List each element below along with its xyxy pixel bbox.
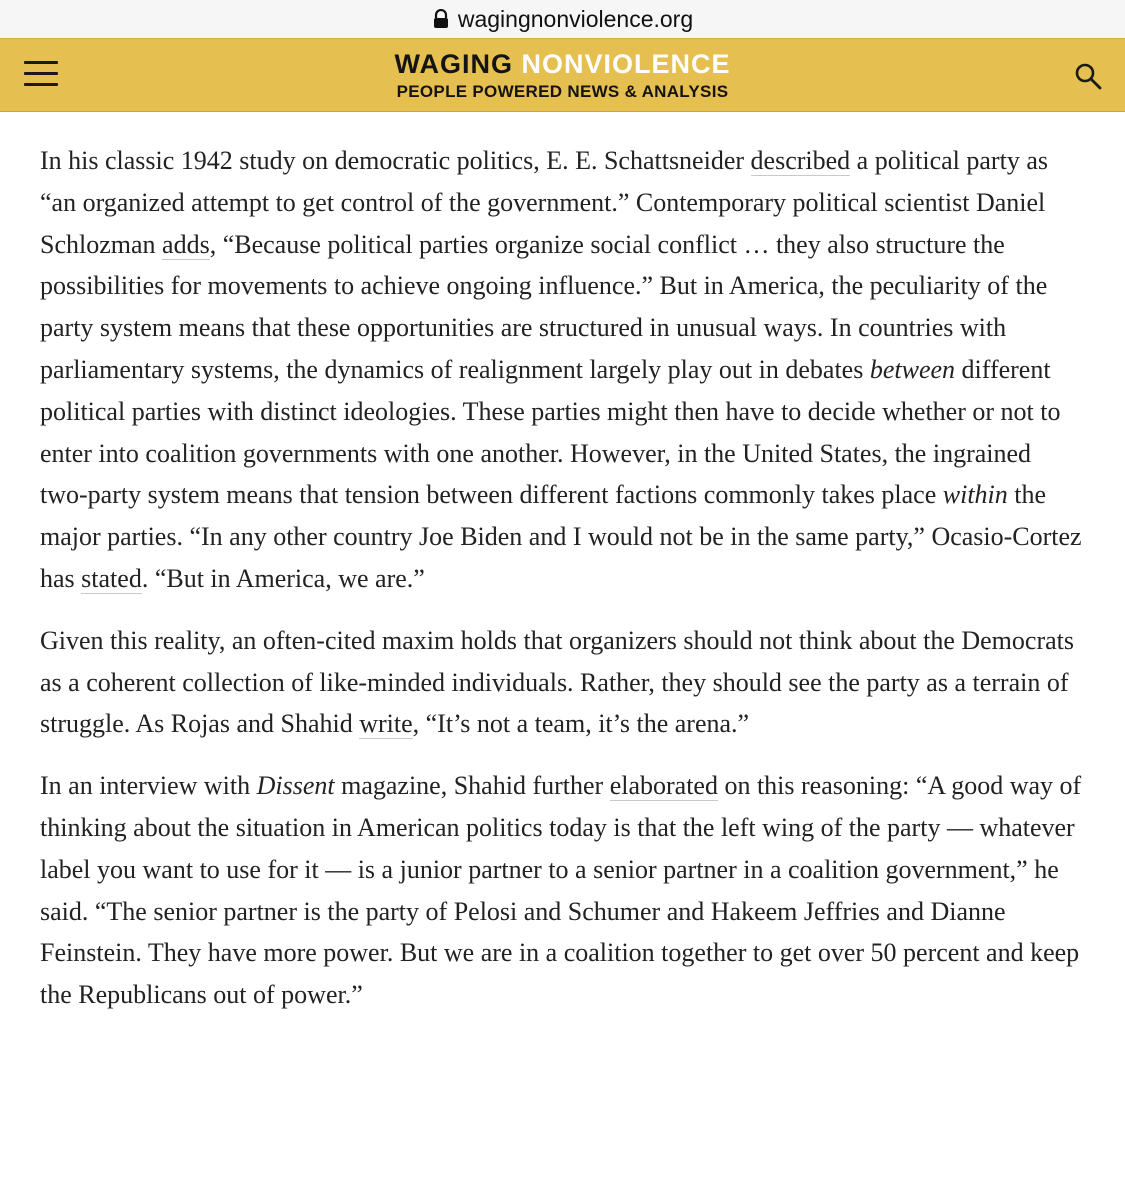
link-stated[interactable]: stated: [81, 563, 142, 593]
site-name: [394, 48, 731, 79]
link-write[interactable]: write: [359, 709, 413, 739]
paragraph-1: In his classic 1942 study on democratic politics, E. E. Schattsneider described a political party as “an organized attempt to get control of the government.” Contemporary political scientist Daniel Schlozman adds, “Because political parties organize social conflict … they also structure the possibilities for movements to achieve ongoing influence.” But in America, the peculiarity of the party system means that these opportunities are structured in unusual ways. In countries with parliamentary systems, the dynamics of realignment largely play out in debates between different political parties with distinct ideologies. These parties might then have to decide whether or not to enter into coalition governments with one another. However, in the United States, the ingrained two-party system means that tension between different factions commonly takes place within the major parties. “In any other country Joe Biden and I would not be in the same party,” Ocasio-Cortez has stated. “But in America, we are.”: [40, 146, 1082, 593]
search-icon[interactable]: [1073, 61, 1103, 91]
site-name-part2: NONVIOLENCE: [521, 48, 731, 79]
site-logo[interactable]: [394, 48, 731, 101]
link-described[interactable]: described: [750, 146, 851, 175]
lock-icon: [432, 9, 450, 29]
site-name-part1: WAGING: [394, 48, 513, 79]
url-text: wagingnonviolence.org: [457, 5, 694, 32]
site-header: [0, 38, 1125, 112]
site-tagline: PEOPLE POWERED NEWS & ANALYSIS: [396, 81, 729, 101]
link-adds[interactable]: adds: [162, 229, 210, 259]
article-body: [0, 112, 1125, 1016]
paragraph-3: In an interview with Dissent magazine, Shahid further elaborated on this reasoning: “A good way of thinking about the situation in American politics today is that the left wing of the party — whatever label you want to use for it — is a junior partner to a senior partner in a coalition government,” he said. “The senior partner is the party of Pelosi and Schumer and Hakeem Jeffries and Dianne Feinstein. They have more power. But we are in a coalition together to get over 50 percent and keep the Republicans out of power.”: [40, 771, 1082, 1010]
browser-address-bar[interactable]: [0, 0, 1125, 38]
menu-icon[interactable]: [24, 61, 58, 89]
link-elaborated[interactable]: elaborated: [609, 771, 718, 801]
paragraph-2: Given this reality, an often-cited maxim holds that organizers should not think about the Democrats as a coherent collection of like-minded individuals. Rather, they should see the party as a terrain of struggle. As Rojas and Shahid write, “It’s not a team, it’s the arena.”: [40, 625, 1074, 739]
